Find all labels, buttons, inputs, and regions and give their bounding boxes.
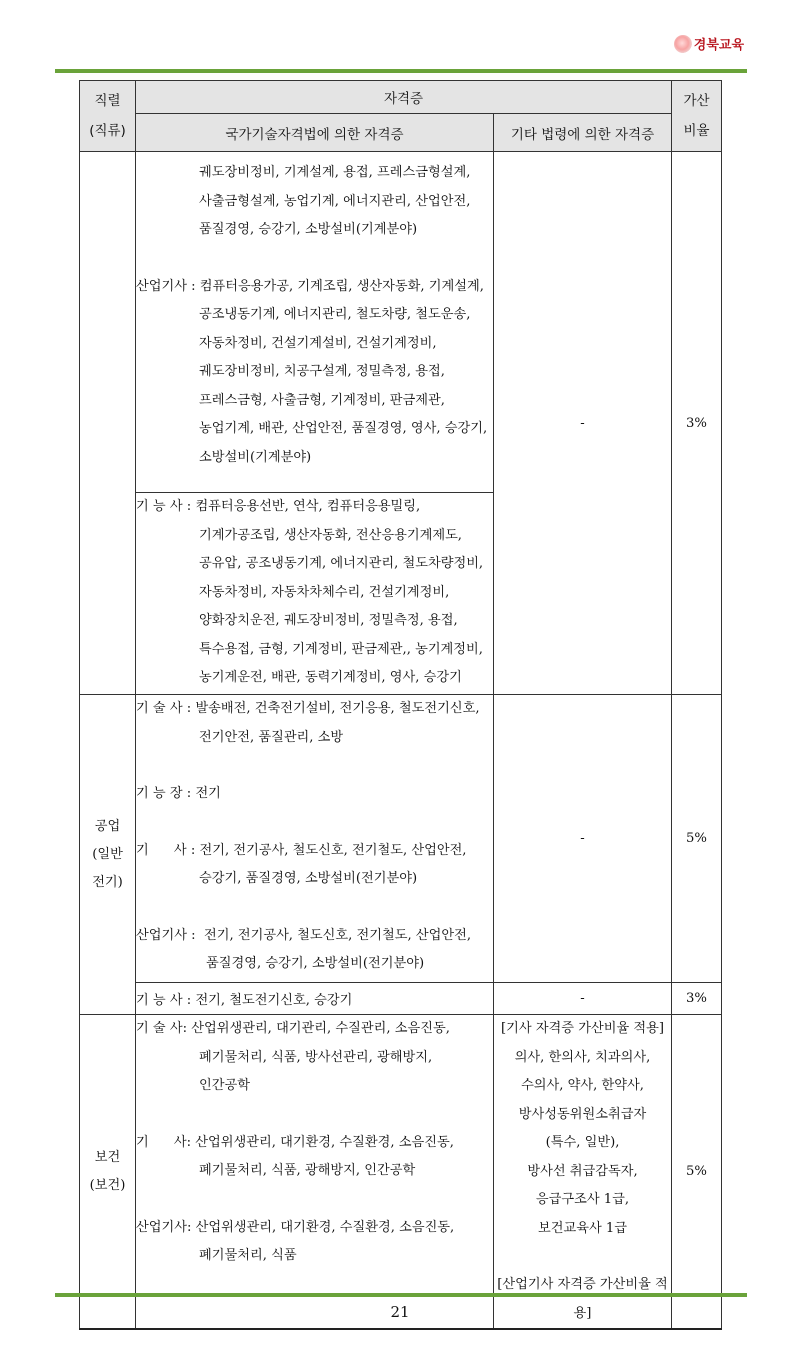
rate-cell: 3% bbox=[672, 152, 722, 695]
list-item: 기 능 사 : 전기, 철도전기신호, 승강기 bbox=[136, 993, 353, 1008]
category-cell bbox=[80, 152, 136, 695]
national-cert-cell bbox=[136, 1015, 494, 1330]
category-cell: 공업 (일반 전기) bbox=[80, 695, 136, 1015]
other-cert-header: 기타 법령에 의한 자격증 bbox=[494, 114, 672, 152]
national-cert-cell bbox=[136, 983, 494, 1015]
bottom-divider bbox=[55, 1293, 747, 1297]
list-item: 산업기사: 산업위생관리, 대기환경, 수질환경, 소음진동, 폐기물처리, 식품 bbox=[136, 1219, 455, 1263]
rate-cell: 5% bbox=[672, 1015, 722, 1330]
national-cert-header: 국가기술자격법에 의한 자격증 bbox=[136, 114, 494, 152]
logo-text: 경북교육 bbox=[693, 38, 744, 53]
list-item: 산업기사 : 전기, 전기공사, 철도신호, 전기철도, 산업안전, 품질경영, 승강기, 소방설비(전기분야) bbox=[136, 927, 472, 971]
table-row bbox=[80, 983, 722, 1015]
job-header: 직렬 (직류) bbox=[80, 81, 136, 152]
other-cert-cell: - bbox=[494, 983, 672, 1015]
certificate-rate-table bbox=[79, 80, 722, 1330]
national-cert-cell bbox=[136, 695, 494, 983]
list-item: 기 사: 산업위생관리, 대기환경, 수질환경, 소음진동, 폐기물처리, 식품, 광해방지, 인간공학 bbox=[136, 1134, 454, 1178]
table-row bbox=[80, 695, 722, 983]
table-header-row bbox=[80, 81, 722, 114]
page-number: 21 bbox=[390, 1303, 410, 1321]
table-row bbox=[80, 1015, 722, 1330]
gyeongbuk-education-logo bbox=[674, 34, 744, 53]
national-cert-cell bbox=[136, 493, 494, 695]
other-cert-cell bbox=[494, 1015, 672, 1330]
rate-header: 가산 비율 bbox=[672, 81, 722, 152]
table-subheader-row bbox=[80, 114, 722, 152]
list-item: [기사 자격증 가산비율 적용] 의사, 한의사, 치과의사, 수의사, 약사, 한약사, 방사성동위원소취급자 (특수, 일반), 방사선 취급감독자, 응급구조사 1급, 보건교육사 1급 [산업기사 자격증 가산비율 적용] bbox=[497, 1021, 668, 1321]
sun-emblem-icon bbox=[674, 35, 692, 53]
certificate-header: 자격증 bbox=[136, 81, 672, 114]
top-divider bbox=[55, 69, 747, 73]
other-cert-cell: - bbox=[494, 152, 672, 695]
list-item: 기 능 사 : 컴퓨터응용선반, 연삭, 컴퓨터응용밀링, 기계가공조립, 생산자동화, 전산응용기계제도, 공유압, 공조냉동기계, 에너지관리, 철도차량정비, 자동차정비, 자동차차체수리, 건설기계정비, 양화장치운전, 궤도장비정비, 정밀측정, 용접, 특수용접, 금형, 기계정비, 판금제관,, 농기계정비, 농기계운전, 배관, 동력기계정비, 영사, 승강기 bbox=[136, 499, 484, 685]
list-item: 궤도장비정비, 기계설계, 용접, 프레스금형설계, 사출금형설계, 농업기계, 에너지관리, 산업안전, 품질경영, 승강기, 소방설비(기계분야) bbox=[199, 165, 471, 237]
list-item: 기 사 : 전기, 전기공사, 철도신호, 전기철도, 산업안전, 승강기, 품질경영, 소방설비(전기분야) bbox=[136, 842, 467, 886]
national-cert-cell bbox=[136, 152, 494, 493]
rate-cell: 3% bbox=[672, 983, 722, 1015]
category-cell: 보건 (보건) bbox=[80, 1015, 136, 1330]
list-item: 기 능 장 : 전기 bbox=[136, 786, 221, 801]
table-row bbox=[80, 152, 722, 493]
list-item: 산업기사 : 컴퓨터응용가공, 기계조립, 생산자동화, 기계설계, 공조냉동기계, 에너지관리, 철도차량, 철도운송, 자동차정비, 건설기계설비, 건설기계정비, 궤도장비정비, 치공구설계, 정밀측정, 용접, 프레스금형, 사출금형, 기계정비, 판금제관, 농업기계, 배관, 산업안전, 품질경영, 영사, 승강기, 소방설비(기계분야) bbox=[136, 278, 488, 465]
list-item: 기 술 사: 산업위생관리, 대기관리, 수질관리, 소음진동, 폐기물처리, 식품, 방사선관리, 광해방지, 인간공학 bbox=[136, 1021, 450, 1093]
list-item: 기 술 사 : 발송배전, 건축전기설비, 전기응용, 철도전기신호, 전기안전, 품질관리, 소방 bbox=[136, 701, 480, 745]
rate-cell: 5% bbox=[672, 695, 722, 983]
other-cert-cell: - bbox=[494, 695, 672, 983]
